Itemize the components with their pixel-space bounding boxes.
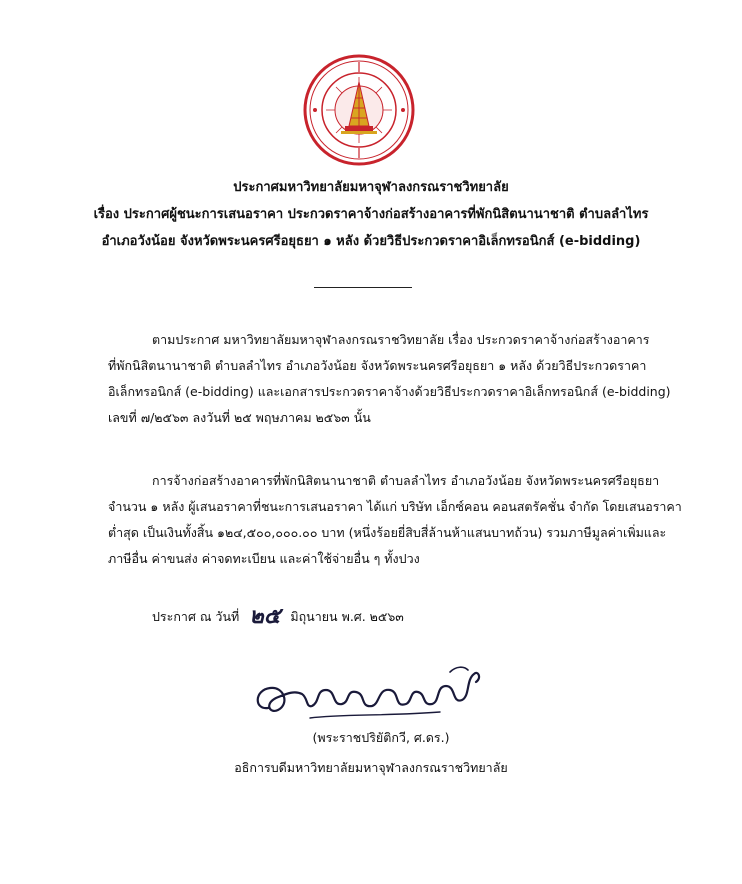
paragraph2-line4: ภาษีอื่น ค่าขนส่ง ค่าจดทะเบียน และค่าใช้จ่ายอื่น ๆ ทั้งปวง [108, 551, 420, 566]
date-month-year: มิถุนายน พ.ศ. ๒๕๖๓ [290, 609, 404, 624]
header-divider [314, 287, 412, 288]
paragraph1-line3: อิเล็กทรอนิกส์ (e-bidding) และเอกสารประกวดราคาจ้างด้วยวิธีประกวดราคาอิเล็กทรอนิกส์ (e-bidding) [108, 384, 671, 399]
paragraph2-line1: การจ้างก่อสร้างอาคารที่พักนิสิตนานาชาติ ตำบลลำไทร อำเภอวังน้อย จังหวัดพระนครศรีอยุธยา [152, 473, 660, 488]
announcement-date [152, 603, 404, 629]
university-seal-logo [303, 54, 415, 166]
announcement-title: ประกาศมหาวิทยาลัยมหาจุฬาลงกรณราชวิทยาลัย [233, 180, 509, 195]
paragraph2-line2: จำนวน ๑ หลัง ผู้เสนอราคาที่ชนะการเสนอราคา ได้แก่ บริษัท เอ็กซ์คอน คอนสตรัคชั่น จำกัด โดยเสนอราคา [108, 499, 682, 514]
signatory-name: (พระราชปริยัติกวี, ศ.ดร.) [312, 730, 450, 745]
paragraph1-line4: เลขที่ ๗/๒๕๖๓ ลงวันที่ ๒๕ พฤษภาคม ๒๕๖๓ นั้น [108, 410, 371, 425]
paragraph1-line1: ตามประกาศ มหาวิทยาลัยมหาจุฬาลงกรณราชวิทยาลัย เรื่อง ประกวดราคาจ้างก่อสร้างอาคาร [152, 332, 650, 347]
handwritten-signature [250, 660, 500, 728]
announcement-subject-line1: เรื่อง ประกาศผู้ชนะการเสนอราคา ประกวดราคาจ้างก่อสร้างอาคารที่พักนิสิตนานาชาติ ตำบลลำไทร [93, 207, 649, 222]
date-day-handwritten: ๒๕ [249, 603, 281, 629]
paragraph1-line2: ที่พักนิสิตนานาชาติ ตำบลลำไทร อำเภอวังน้อย จังหวัดพระนครศรีอยุธยา ๑ หลัง ด้วยวิธีประกวดราคา [108, 358, 647, 373]
paragraph2-line3: ต่ำสุด เป็นเงินทั้งสิ้น ๑๒๔,๕๐๐,๐๐๐.๐๐ บาท (หนึ่งร้อยยี่สิบสี่ล้านห้าแสนบาทถ้วน) รวมภาษีมูลค่าเพิ่มและ [108, 525, 667, 540]
announcement-subject-line2: อำเภอวังน้อย จังหวัดพระนครศรีอยุธยา ๑ หลัง ด้วยวิธีประกวดราคาอิเล็กทรอนิกส์ (e-bidding) [101, 234, 641, 249]
signatory-title: อธิการบดีมหาวิทยาลัยมหาจุฬาลงกรณราชวิทยาลัย [234, 760, 508, 775]
date-prefix: ประกาศ ณ วันที่ [152, 609, 240, 624]
